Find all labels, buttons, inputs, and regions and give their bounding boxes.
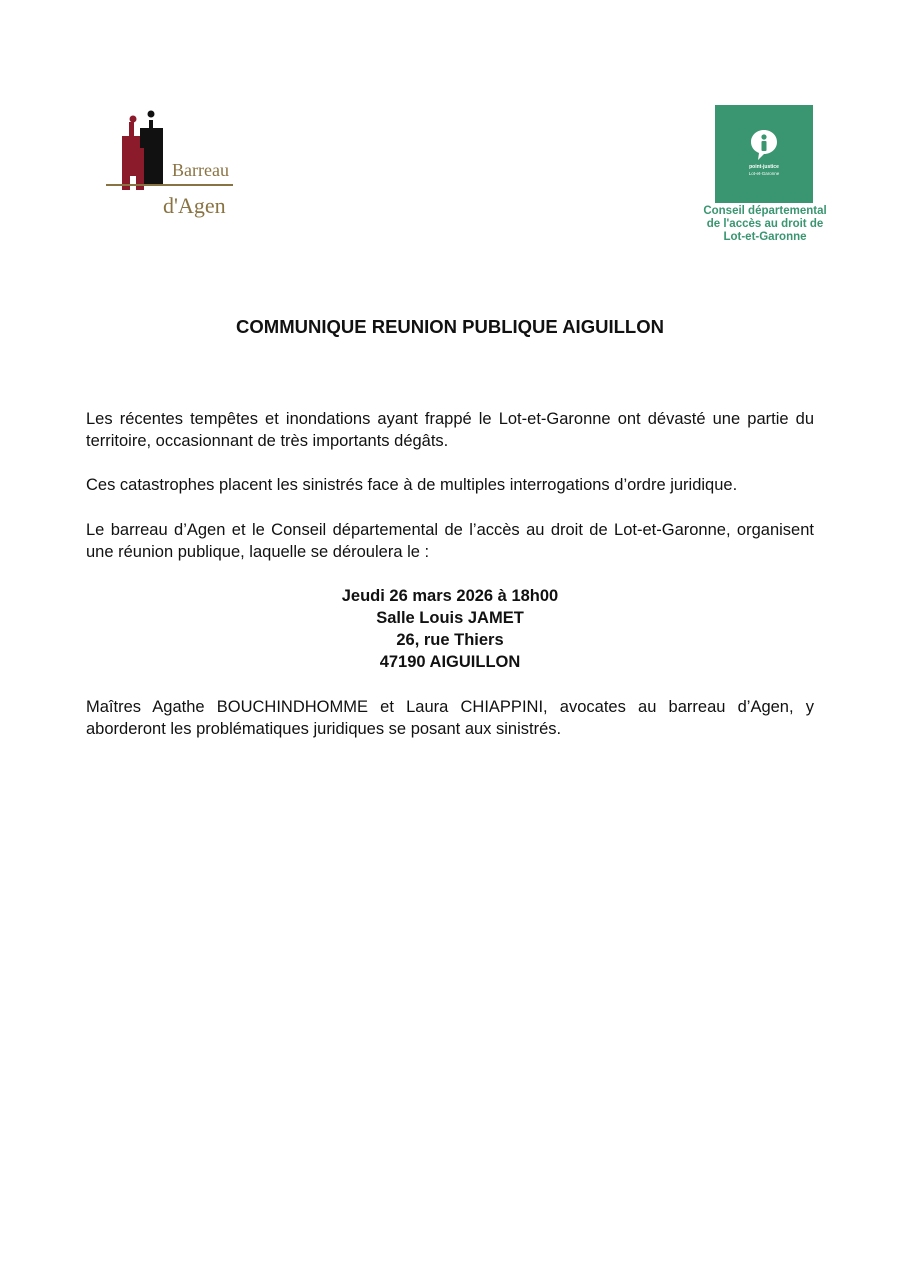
announcement-paragraph: Le barreau d’Agen et le Conseil départemental de l’accès au droit de Lot-et-Garonne, organisent une réunion publique, laquelle se déroulera le : — [86, 521, 814, 561]
info-person-icon — [750, 129, 778, 161]
cdad-caption — [700, 205, 830, 244]
point-justice-logo — [700, 104, 840, 254]
point-justice-badge — [715, 105, 813, 203]
point-justice-subtitle: Lot-et-Garonne — [748, 171, 780, 176]
page-title: COMMUNIQUE REUNION PUBLIQUE AIGUILLON — [236, 316, 664, 337]
cdad-caption-line: Lot-et-Garonne — [723, 231, 807, 243]
speakers-paragraph: Maîtres Agathe BOUCHINDHOMME et Laura CHIAPPINI, avocates au barreau d’Agen, y aborderont les problématiques juridiques se posant aux sinistrés. — [86, 698, 814, 738]
logo-text-barreau: Barreau — [172, 160, 229, 180]
intro-paragraph: Les récentes tempêtes et inondations ayant frappé le Lot-et-Garonne ont dévasté une partie du territoire, occasionnant de très importants dégâts. — [86, 410, 814, 450]
event-datetime: Jeudi 26 mars 2026 à 18h00 — [341, 587, 559, 605]
cdad-caption-line: Conseil départemental — [703, 205, 827, 217]
event-city: 47190 AIGUILLON — [379, 653, 521, 671]
event-street: 26, rue Thiers — [396, 631, 504, 649]
cdad-caption-line: de l'accès au droit de — [706, 218, 824, 230]
concern-paragraph: Ces catastrophes placent les sinistrés face à de multiples interrogations d’ordre juridique. — [86, 476, 738, 494]
logo-text-agen: d'Agen — [163, 193, 226, 218]
point-justice-name: point-justice — [749, 164, 779, 170]
event-details — [0, 585, 900, 673]
event-venue: Salle Louis JAMET — [376, 609, 524, 627]
barreau-agen-logo — [100, 108, 250, 228]
